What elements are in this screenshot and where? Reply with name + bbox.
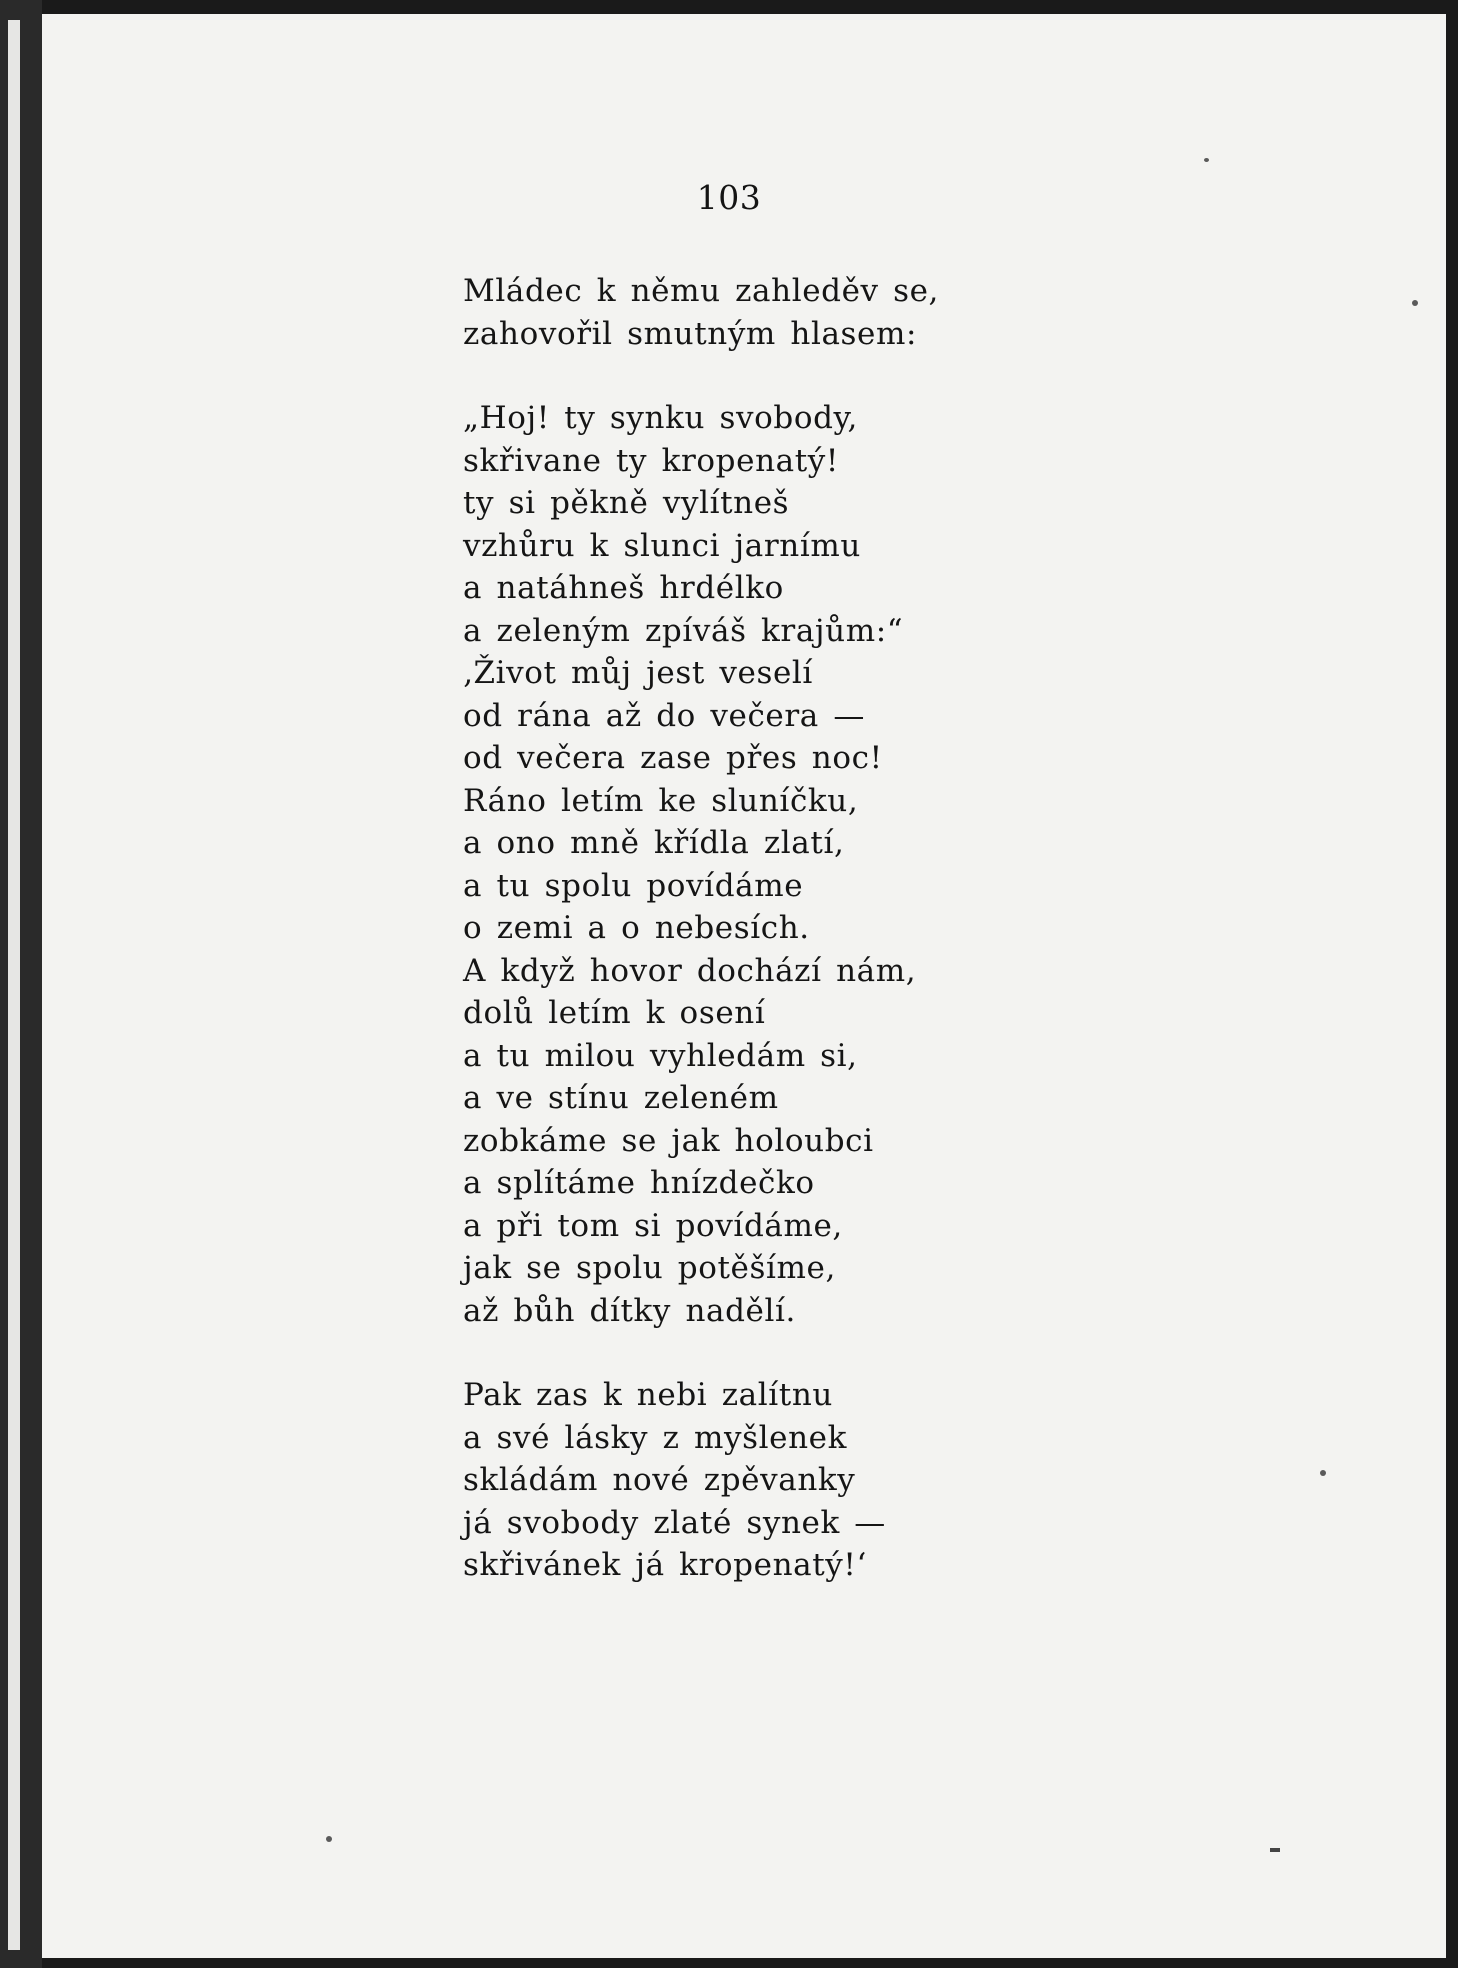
- poem-line: až bůh dítky nadělí.: [463, 1292, 796, 1329]
- poem-text: [463, 270, 1023, 1587]
- scan-speck: [326, 1836, 332, 1842]
- poem-line: a své lásky z myšlenek: [463, 1419, 847, 1456]
- scan-mark: [1270, 1848, 1280, 1852]
- poem-line: a ve stínu zeleném: [463, 1080, 779, 1116]
- scan-speck: [1320, 1470, 1326, 1476]
- scan-speck: [1204, 158, 1209, 162]
- poem-line: skřivane ty kropenatý!: [463, 442, 839, 479]
- poem-line: ty si pěkně vylítneš: [463, 485, 790, 521]
- poem-line: a zeleným zpíváš krajům:“: [463, 612, 904, 649]
- adjacent-page-sliver: [8, 20, 20, 1950]
- scan-left-edge: [0, 0, 42, 1968]
- poem-line: skřivánek já kropenatý!‘: [463, 1547, 867, 1583]
- poem-line: vzhůru k slunci jarnímu: [463, 527, 861, 564]
- poem-line: a tu milou vyhledám si,: [463, 1037, 858, 1074]
- poem-line: od večera zase přes noc!: [463, 740, 883, 776]
- poem-stanza: [463, 397, 1023, 1332]
- poem-line: a natáhneš hrdélko: [463, 570, 784, 606]
- scan-speck: [1412, 300, 1418, 306]
- poem-line: zahovořil smutným hlasem:: [463, 315, 918, 352]
- poem-line: o zemi a o nebesích.: [463, 910, 810, 946]
- poem-line: zobkáme se jak holoubci: [463, 1122, 874, 1159]
- poem-line: Pak zas k nebi zalítnu: [463, 1377, 833, 1413]
- page-number: 103: [696, 178, 762, 217]
- poem-line: A když hovor dochází nám,: [463, 952, 917, 989]
- poem-line: „Hoj! ty synku svobody,: [463, 400, 858, 436]
- poem-line: já svobody zlaté synek —: [463, 1504, 886, 1541]
- poem-line: a při tom si povídáme,: [463, 1207, 843, 1244]
- poem-line: ‚Život můj jest veselí: [463, 655, 813, 691]
- poem-line: Ráno letím ke sluníčku,: [463, 782, 859, 819]
- poem-line: a splítáme hnízdečko: [463, 1165, 815, 1201]
- poem-stanza: [463, 270, 1023, 355]
- poem-line: od rána až do večera —: [463, 697, 865, 734]
- poem-line: jak se spolu potěšíme,: [463, 1250, 836, 1286]
- poem-stanza: [463, 1374, 1023, 1587]
- poem-line: a tu spolu povídáme: [463, 867, 804, 904]
- poem-line: a ono mně křídla zlatí,: [463, 825, 845, 861]
- poem-line: skládám nové zpěvanky: [463, 1462, 856, 1498]
- poem-line: Mládec k němu zahleděv se,: [463, 273, 940, 309]
- poem-line: dolů letím k osení: [463, 995, 766, 1031]
